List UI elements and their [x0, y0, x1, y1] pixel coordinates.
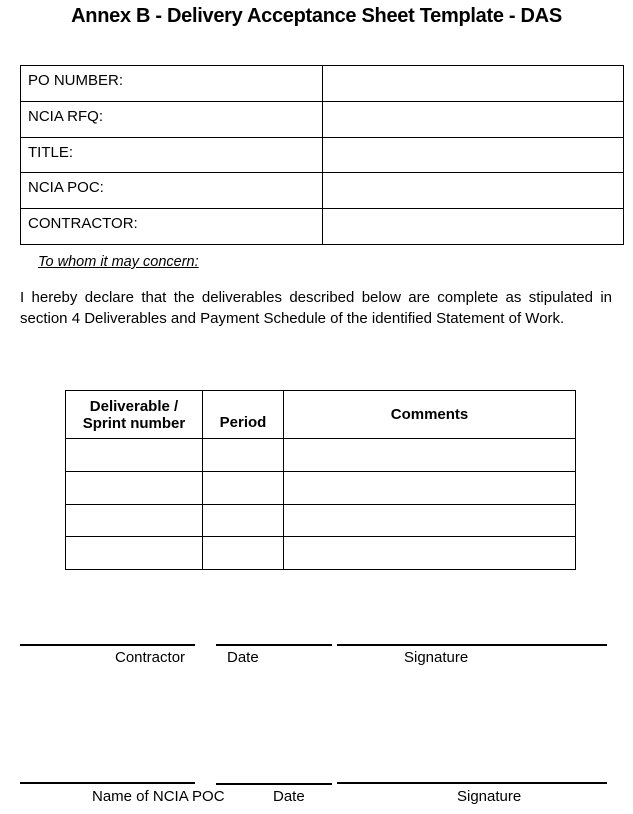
cell-comments[interactable] [284, 471, 576, 504]
contractor-sign-line[interactable] [337, 644, 607, 646]
col-header-comments: Comments [284, 391, 576, 439]
signature-label: Signature [404, 649, 469, 666]
table-row [66, 537, 576, 570]
table-header-row [66, 391, 576, 439]
info-label-ncia-poc: NCIA POC: [21, 173, 323, 209]
info-value-contractor[interactable] [323, 209, 624, 245]
cell-deliverable[interactable] [66, 439, 203, 472]
info-value-ncia-poc[interactable] [323, 173, 624, 209]
info-value-po-number[interactable] [323, 66, 624, 102]
contractor-date-line[interactable] [216, 644, 332, 646]
info-value-title[interactable] [323, 137, 624, 173]
cell-period[interactable] [203, 439, 284, 472]
cell-period[interactable] [203, 471, 284, 504]
cell-period[interactable] [203, 537, 284, 570]
info-value-ncia-rfq[interactable] [323, 101, 624, 137]
date-label: Date [227, 649, 259, 666]
cell-period[interactable] [203, 504, 284, 537]
deliverables-table [65, 390, 576, 570]
date-label: Date [273, 788, 305, 805]
table-row [21, 137, 624, 173]
salutation: To whom it may concern: [38, 254, 199, 270]
cell-comments[interactable] [284, 439, 576, 472]
col-header-deliverable-sprint: Deliverable / Sprint number [66, 391, 203, 439]
contractor-label: Contractor [115, 649, 186, 666]
table-row [21, 209, 624, 245]
info-label-contractor: CONTRACTOR: [21, 209, 323, 245]
cell-comments[interactable] [284, 504, 576, 537]
ncia-poc-sign-line[interactable] [337, 782, 607, 784]
ncia-poc-name-line[interactable] [20, 782, 195, 784]
info-table [20, 65, 624, 245]
cell-deliverable[interactable] [66, 471, 203, 504]
table-row [66, 471, 576, 504]
col-header-period: Period [203, 391, 284, 439]
ncia-poc-date-line[interactable] [216, 783, 332, 785]
table-row [21, 173, 624, 209]
contractor-signature-line[interactable] [20, 644, 195, 646]
table-row [21, 66, 624, 102]
table-row [66, 439, 576, 472]
table-row [21, 101, 624, 137]
declaration-paragraph: I hereby declare that the deliverables described below are complete as stipulated in section 4 Deliverables and Payment Schedule of the identified Statement of Work. [20, 289, 612, 327]
cell-comments[interactable] [284, 537, 576, 570]
page-title: Annex B - Delivery Acceptance Sheet Template - DAS [71, 5, 562, 27]
name-of-ncia-poc-label: Name of NCIA POC [92, 788, 225, 805]
signature-label: Signature [457, 788, 522, 805]
table-row [66, 504, 576, 537]
info-label-ncia-rfq: NCIA RFQ: [21, 101, 323, 137]
info-label-title: TITLE: [21, 137, 323, 173]
cell-deliverable[interactable] [66, 504, 203, 537]
cell-deliverable[interactable] [66, 537, 203, 570]
info-label-po-number: PO NUMBER: [21, 66, 323, 102]
